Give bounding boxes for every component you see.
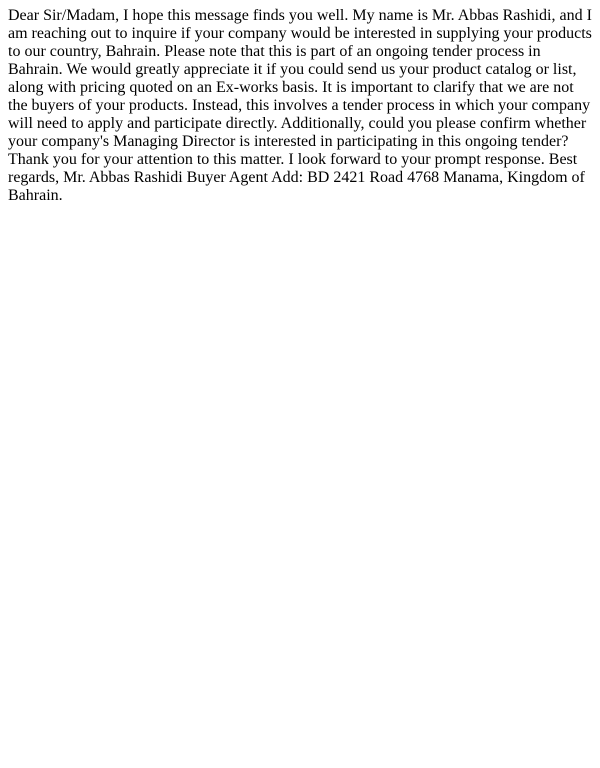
email-body-text: Dear Sir/Madam, I hope this message finds you well. My name is Mr. Abbas Rashidi, and I am reaching out to inquire if your company would be interested in supplying your products to our country, Bahrain. Please note that this is part of an ongoing tender process in Bahrain. We would greatly appreciate it if you could send us your product catalog or list, along with pricing quoted on an Ex-works basis. It is important to clarify that we are not the buyers of your products. Instead, this involves a tender process in which your company will need to apply and participate directly. Additionally, could you please confirm whether your company's Managing Director is interested in participating in this ongoing tender? Thank you for your attention to this matter. I look forward to your prompt response. Best regards, Mr. Abbas Rashidi Buyer Agent Add: BD 2421 Road 4768 Manama, Kingdom of Bahrain. <box>8 7 592 204</box>
